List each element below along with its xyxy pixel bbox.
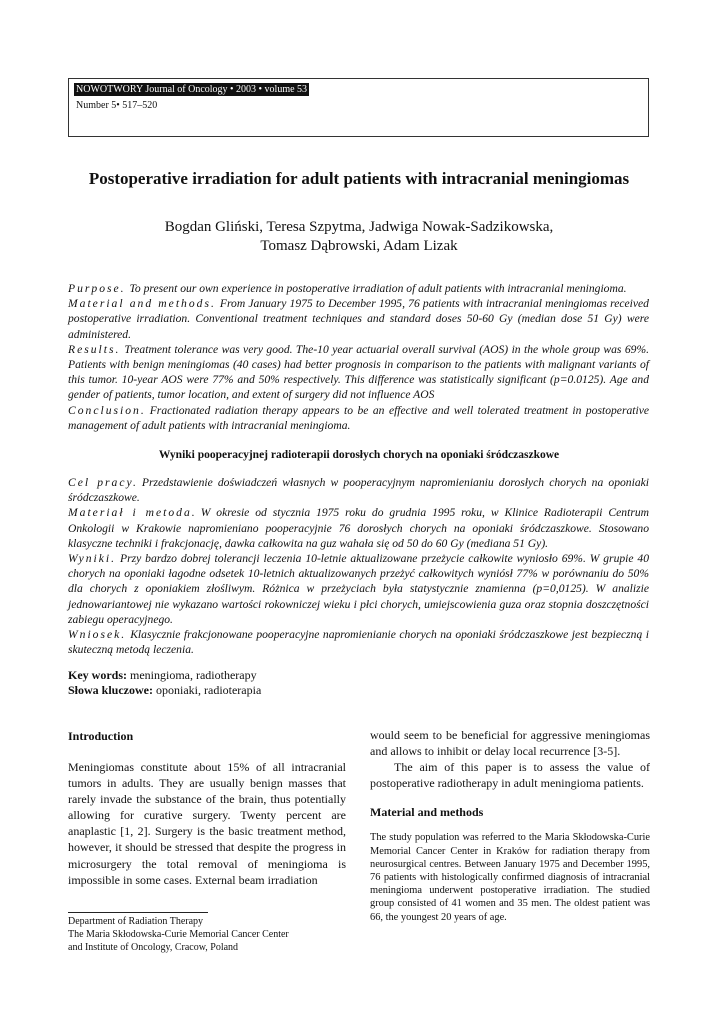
- introduction-heading: Introduction: [68, 729, 134, 743]
- author-list: [0, 218, 718, 256]
- keywords-pl-label: Słowa kluczowe:: [68, 683, 153, 697]
- footnote-line-1: Department of Radiation Therapy: [68, 916, 204, 927]
- keywords-label: Key words:: [68, 668, 127, 682]
- keywords-block: [68, 668, 649, 698]
- metoda-text: W okresie od stycznia 1975 roku do grudnia 1995 roku, w Klinice Radioterapii Centrum Onkologii w Krakowie napromieniano pooperacyjnie 76 dorosłych chorych na oponiaki śródczaszkowe. Stosowano klasyczne techniki i frakcjonację, dawka całkowita na guz wahała się od 50 do 60 Gy (mediana 51 Gy).: [68, 506, 650, 550]
- polish-metoda: [68, 505, 649, 551]
- polish-title: Wyniki pooperacyjnej radioterapii dorosłych chorych na oponiaki śródczaszkowe: [158, 449, 560, 461]
- left-column: [68, 728, 346, 888]
- journal-header-box: [68, 78, 649, 137]
- methods-text: From January 1975 to December 1995, 76 patients with intracranial meningiomas received postoperative irradiation. Conventional treatment techniques and standard doses 50-60 Gy (median dose 51 Gy) were administered.: [68, 297, 649, 341]
- polish-wniosek: [68, 627, 649, 657]
- abstract-methods: [68, 296, 649, 342]
- purpose-label: Purpose.: [68, 282, 126, 295]
- wyniki-label: Wyniki.: [68, 552, 117, 566]
- wniosek-text: Klasycznie frakcjonowane pooperacyjne napromienianie chorych na oponiaki śródczaszkowe jest bezpieczną i skuteczną metodą leczenia.: [68, 628, 649, 657]
- abstract-purpose: [68, 281, 649, 296]
- keywords-pl: [68, 683, 649, 698]
- right-column: [370, 727, 650, 924]
- footnote-line-2: The Maria Skłodowska-Curie Memorial Cancer Center: [68, 929, 289, 940]
- metoda-label: Materiał i metoda.: [68, 506, 197, 520]
- authors-line-1: Bogdan Gliński, Teresa Szpytma, Jadwiga Nowak-Sadzikowska,: [164, 219, 554, 235]
- footnote-divider: [68, 912, 208, 913]
- aim-paragraph: The aim of this paper is to assess the value of postoperative radiotherapy in adult meningioma patients.: [370, 760, 650, 791]
- keywords-text: meningioma, radiotherapy: [130, 668, 257, 682]
- introduction-text: Meningiomas constitute about 15% of all intracranial tumors in adults. They are usually benign masses that rarely invade the substance of the brain, thus potentially allowing for curative surgery. Twenty percent are anaplastic [1, 2]. Surgery is the basic treatment method, however, it should be stressed that despite the progress in microsurgery the total removal of meningioma is impossible in some cases. External beam irradiation: [68, 760, 346, 887]
- keywords-pl-text: oponiaki, radioterapia: [156, 683, 262, 697]
- methods-label: Material and methods.: [68, 297, 216, 311]
- conclusion-text: Fractionated radiation therapy appears to be an effective and well tolerated treatment in postoperative management of adult patients with intracranial meningioma.: [68, 403, 649, 432]
- conclusion-label: Conclusion.: [68, 403, 146, 417]
- cel-label: Cel pracy.: [68, 476, 138, 489]
- results-text: Treatment tolerance was very good. The-10 year actuarial overall survival (AOS) in the whole group was 69%. Patients with benign meningiomas (40 cases) had better prognosis in comparison to the patients with malignant variants of this tumor. 10-year AOS were 77% and 50% respectively. This difference was statistically significant (p=0.0125). Age and gender of patients, tumor location, and extent of surgery did not influence AOS: [68, 342, 649, 402]
- issue-pages: Number 5• 517–520: [76, 100, 158, 111]
- purpose-text: To present our own experience in postoperative irradiation of adult patients with intracranial meningioma.: [129, 282, 627, 295]
- cel-text: Przedstawienie doświadczeń własnych w pooperacyjnym napromienianiu dorosłych chorych na oponiaki śródczaszkowe.: [68, 476, 649, 505]
- polish-cel: [68, 475, 649, 505]
- polish-abstract: [68, 475, 649, 657]
- methods-heading: Material and methods: [370, 805, 484, 820]
- footnote-line-3: and Institute of Oncology, Cracow, Poland: [68, 942, 239, 953]
- article-title: Postoperative irradiation for adult patients with intracranial meningiomas: [88, 169, 630, 188]
- keywords-en: [68, 668, 649, 683]
- polish-wyniki: [68, 551, 649, 627]
- results-label: Results.: [68, 342, 121, 356]
- authors-line-2: Tomasz Dąbrowski, Adam Lizak: [260, 238, 458, 254]
- journal-name: NOWOTWORY Journal of Oncology • 2003 • volume 53: [76, 84, 308, 95]
- methods-paragraph: The study population was referred to the Maria Skłodowska-Curie Memorial Cancer Center in Kraków for radiation therapy from neurosurgical centres. Between January 1975 and December 1995, 76 patients with histologically confirmed diagnosis of intracranial meningioma underwent postoperative irradiation. The studied group consisted of 41 women and 35 men. The oldest patient was 66, the youngest 20 years of age.: [370, 832, 650, 923]
- wyniki-text: Przy bardzo dobrej tolerancji leczenia 10-letnie aktualizowane przeżycie całkowite wyniosło 69%. W grupie 40 chorych na oponiaki łagodne odsetek 10-letnich aktualizowanych przeżyć całkowitych wyniósł 77% w porównaniu do 50% dla chorych z oponiakiem złośliwym. Różnica w przeżyciach była statystycznie znamienna (p=0,0125). W analizie jednowariantowej nie wykazano wartości rokowniczej wieku i płci chorych, umiejscowienia guza oraz stopnia doszczętności zabiegu operacyjnego.: [68, 552, 649, 626]
- abstract-results: [68, 342, 649, 403]
- abstract-conclusion: [68, 403, 649, 433]
- abstract: [68, 281, 649, 433]
- intro-continuation: would seem to be beneficial for aggressive meningiomas and allows to inhibit or delay local recurrence [3-5].: [370, 728, 650, 759]
- affiliation-footnote: [68, 915, 368, 954]
- wniosek-label: Wniosek.: [68, 628, 127, 642]
